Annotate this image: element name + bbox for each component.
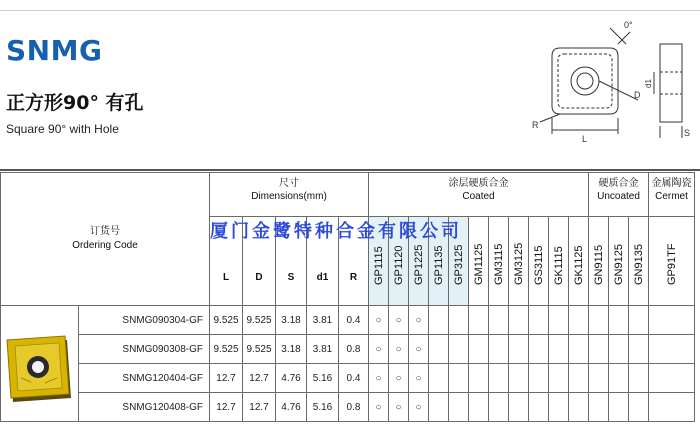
grade-label: GM3125 (512, 242, 525, 285)
grade-col (589, 217, 609, 306)
empty-cell (569, 335, 589, 364)
uncoated-cn: 硬质合金 (598, 178, 639, 189)
empty-cell (549, 306, 569, 335)
value-r: 0.4 (339, 364, 369, 393)
grade-label: GN9125 (612, 244, 625, 285)
section-divider (0, 169, 700, 171)
empty-cell (469, 306, 489, 335)
empty-cell (529, 393, 549, 422)
insert-image-cell (1, 306, 79, 422)
table-row (1, 364, 695, 393)
page-title: SNMG (6, 34, 103, 67)
empty-cell (469, 364, 489, 393)
grade-label: GN9115 (592, 244, 605, 285)
product-table (0, 172, 695, 422)
availability-mark: ○ (369, 393, 389, 422)
availability-mark: ○ (409, 364, 429, 393)
insert-photo (1, 306, 78, 416)
uncoated-header (589, 173, 649, 217)
availability-mark: ○ (389, 306, 409, 335)
grade-label: GS3115 (532, 245, 545, 285)
empty-cell (629, 364, 649, 393)
grade-label: GK1115 (552, 246, 565, 285)
grade-col (469, 217, 489, 306)
grade-col (509, 217, 529, 306)
empty-cell (529, 306, 549, 335)
label-l: L (582, 134, 588, 144)
value-d1: 5.16 (307, 393, 339, 422)
availability-mark: ○ (369, 335, 389, 364)
empty-cell (589, 364, 609, 393)
empty-cell (629, 393, 649, 422)
grade-label: GP3125 (452, 244, 465, 285)
empty-cell (549, 364, 569, 393)
ordering-code: SNMG120408-GF (79, 393, 210, 422)
empty-cell (429, 364, 449, 393)
empty-cell (569, 393, 589, 422)
dimensions-header (210, 173, 369, 217)
value-d: 12.7 (243, 364, 276, 393)
top-rule (0, 10, 700, 11)
grade-label: GM3115 (492, 243, 505, 285)
company-watermark: 厦门金鹭特种合金有限公司 (210, 221, 462, 242)
availability-mark: ○ (409, 393, 429, 422)
cermet-header (649, 173, 695, 217)
empty-cell (629, 306, 649, 335)
grade-col (529, 217, 549, 306)
ordering-code: SNMG090304-GF (79, 306, 210, 335)
grade-col (569, 217, 589, 306)
empty-cell (509, 364, 529, 393)
grade-col (649, 217, 695, 306)
grade-label: GP1120 (392, 245, 405, 285)
grade-label: GK1125 (572, 245, 585, 285)
value-d1: 3.81 (307, 335, 339, 364)
empty-cell (429, 306, 449, 335)
label-d: D (634, 90, 641, 100)
empty-cell (629, 335, 649, 364)
empty-cell (469, 393, 489, 422)
ordering-code: SNMG090308-GF (79, 335, 210, 364)
label-angle: 0° (624, 20, 633, 30)
dim-col-l: L (210, 217, 243, 306)
label-r: R (532, 120, 539, 130)
grade-label: GP1135 (432, 245, 445, 285)
table-row (1, 393, 695, 422)
empty-cell (509, 393, 529, 422)
value-s: 4.76 (276, 393, 307, 422)
availability-mark: ○ (409, 335, 429, 364)
empty-cell (589, 393, 609, 422)
subtitle-chinese: 正方形90° 有孔 (6, 92, 144, 114)
empty-cell (449, 335, 469, 364)
value-s: 3.18 (276, 306, 307, 335)
coated-header (369, 173, 589, 217)
value-d: 12.7 (243, 393, 276, 422)
empty-cell (529, 335, 549, 364)
label-s: S (684, 128, 691, 138)
value-l: 9.525 (210, 335, 243, 364)
grade-label: GM1125 (472, 243, 485, 285)
grade-col (609, 217, 629, 306)
empty-cell (489, 306, 509, 335)
empty-cell (449, 364, 469, 393)
empty-cell (649, 306, 695, 335)
availability-mark: ○ (409, 306, 429, 335)
value-s: 3.18 (276, 335, 307, 364)
value-s: 4.76 (276, 364, 307, 393)
table-row (1, 335, 695, 364)
empty-cell (569, 306, 589, 335)
empty-cell (589, 306, 609, 335)
table-row (1, 306, 695, 335)
grade-label: GN9135 (632, 244, 645, 285)
empty-cell (609, 393, 629, 422)
availability-mark: ○ (369, 306, 389, 335)
insert-technical-drawing (520, 14, 698, 164)
value-d: 9.525 (243, 306, 276, 335)
dimensions-cn: 尺寸 (279, 178, 299, 189)
empty-cell (429, 335, 449, 364)
dim-col-r: R (339, 217, 369, 306)
empty-cell (509, 335, 529, 364)
empty-cell (489, 393, 509, 422)
grade-col (549, 217, 569, 306)
empty-cell (509, 306, 529, 335)
dim-col-s: S (276, 217, 307, 306)
label-d1: d1 (644, 79, 653, 88)
dim-col-d1: d1 (307, 217, 339, 306)
value-l: 12.7 (210, 393, 243, 422)
coated-en: Coated (462, 191, 495, 202)
cermet-en: Cermet (655, 191, 688, 202)
empty-cell (429, 393, 449, 422)
empty-cell (489, 335, 509, 364)
value-r: 0.4 (339, 306, 369, 335)
empty-cell (649, 393, 695, 422)
grade-col (629, 217, 649, 306)
coated-cn: 涂层硬质合金 (448, 178, 509, 189)
value-l: 9.525 (210, 306, 243, 335)
empty-cell (589, 335, 609, 364)
value-d1: 3.81 (307, 306, 339, 335)
value-d: 9.525 (243, 335, 276, 364)
empty-cell (609, 306, 629, 335)
subtitle-english: Square 90° with Hole (6, 122, 119, 136)
empty-cell (649, 364, 695, 393)
empty-cell (649, 335, 695, 364)
value-l: 12.7 (210, 364, 243, 393)
value-d1: 5.16 (307, 364, 339, 393)
empty-cell (489, 364, 509, 393)
empty-cell (529, 364, 549, 393)
ordering-code: SNMG120404-GF (79, 364, 210, 393)
grade-label: GP1115 (372, 246, 385, 285)
grade-col (489, 217, 509, 306)
empty-cell (449, 306, 469, 335)
empty-cell (569, 364, 589, 393)
empty-cell (609, 335, 629, 364)
availability-mark: ○ (389, 393, 409, 422)
grade-label: GP91TF (665, 243, 678, 285)
dimensions-en: Dimensions(mm) (251, 191, 327, 202)
insert-top-view (540, 28, 638, 134)
value-r: 0.8 (339, 393, 369, 422)
availability-mark: ○ (389, 335, 409, 364)
ordering-code-en: Ordering Code (72, 240, 138, 251)
ordering-code-cn: 订货号 (90, 226, 120, 237)
insert-side-view (654, 44, 682, 138)
value-r: 0.8 (339, 335, 369, 364)
uncoated-en: Uncoated (597, 191, 640, 202)
empty-cell (549, 393, 569, 422)
empty-cell (449, 393, 469, 422)
ordering-code-header (1, 173, 210, 306)
dim-col-d: D (243, 217, 276, 306)
empty-cell (469, 335, 489, 364)
empty-cell (609, 364, 629, 393)
empty-cell (549, 335, 569, 364)
availability-mark: ○ (389, 364, 409, 393)
cermet-cn: 金属陶瓷 (651, 178, 692, 189)
grade-label: GP1225 (412, 244, 425, 285)
availability-mark: ○ (369, 364, 389, 393)
